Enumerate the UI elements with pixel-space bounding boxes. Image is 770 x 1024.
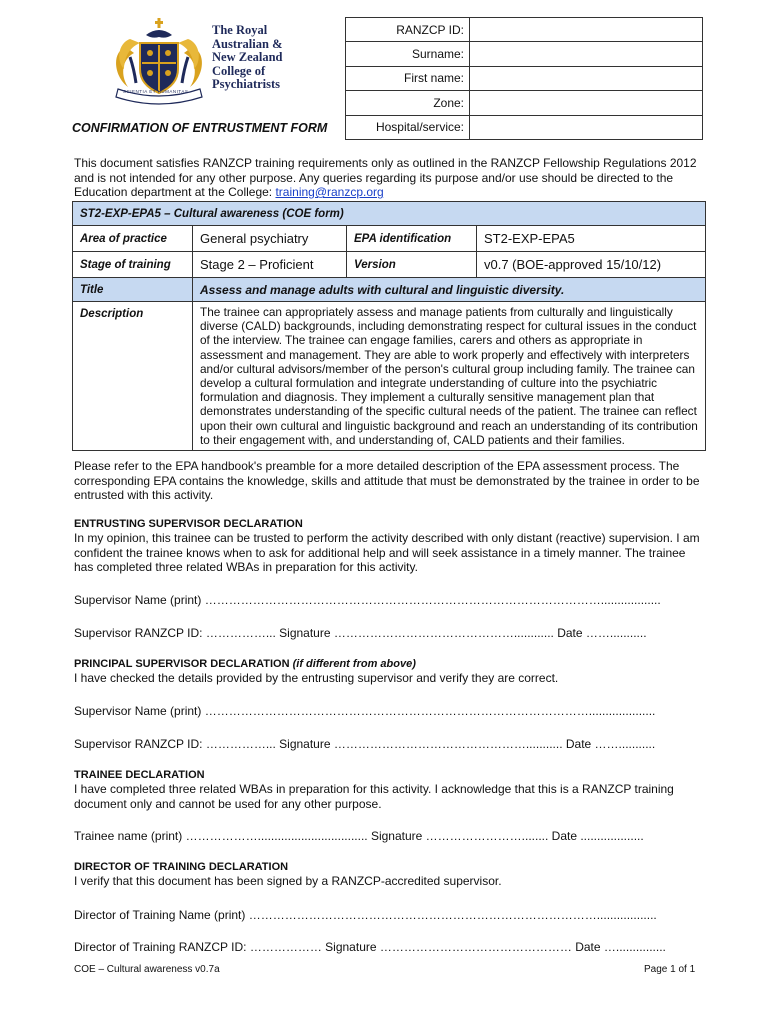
principal-supervisor-heading-note: (if different from above): [292, 658, 416, 670]
trainee-declaration-text: I have completed three related WBAs in preparation for this activity. I acknowledge that this is a RANZCP training document only and cannot be used for any other purpose.: [74, 782, 674, 811]
intro-text: This document satisfies RANZCP training requirements only as outlined in the RANZCP Fellowship Regulations 2012 and is not intended for any other purpose. Any queries regarding its purpose and/or use should be directed to the Education department at the College:: [74, 156, 697, 199]
supervisor-id-signature-date-line[interactable]: Supervisor RANZCP ID: ……………... Signature ………………………………………............ Date ……...........: [74, 626, 647, 640]
director-of-training-text: I verify that this document has been signed by a RANZCP-accredited supervisor.: [74, 874, 502, 888]
ranzcp-id-field[interactable]: [470, 18, 703, 42]
title-label: Title: [73, 278, 193, 302]
description-label: Description: [73, 302, 193, 451]
footer-page-number: Page 1 of 1: [644, 964, 696, 975]
college-name-line: Psychiatrists: [212, 77, 281, 92]
logo-motto: SCIENTIA ET HUMANITAS: [123, 89, 189, 94]
ranzcp-id-label: RANZCP ID:: [346, 18, 470, 42]
id-row-hospital: [346, 115, 703, 139]
zone-label: Zone:: [346, 91, 470, 115]
director-id-signature-date-line[interactable]: Director of Training RANZCP ID: ……………… Signature ………………………………………… Date …...............: [74, 940, 666, 954]
handbook-reference: Please refer to the EPA handbook's preamble for a more detailed description of the EPA assessment process. The corresponding EPA contains the knowledge, skills and attitude that must be demonstrated by the trainee in order to be entrusted with this activity.: [74, 459, 700, 502]
epa-table: [72, 201, 706, 451]
college-name-line: College of: [212, 63, 266, 78]
director-of-training-heading: DIRECTOR OF TRAINING DECLARATION: [74, 861, 289, 873]
trainee-id-table: [345, 17, 703, 140]
crest-icon: [106, 17, 212, 109]
footer-document-name: COE – Cultural awareness v0.7a: [74, 964, 220, 975]
college-name-line: New Zealand: [212, 50, 283, 65]
stage-of-training-value: Stage 2 – Proficient: [193, 252, 347, 278]
principal-supervisor-heading-text: PRINCIPAL SUPERVISOR DECLARATION: [74, 658, 290, 670]
director-name-line[interactable]: Director of Training Name (print) ……………………………………………………………………………..................: [74, 908, 657, 922]
version-value: v0.7 (BOE-approved 15/10/12): [477, 252, 706, 278]
area-of-practice-label: Area of practice: [73, 226, 193, 252]
intro-paragraph: [74, 156, 704, 200]
trainee-name-signature-date-line[interactable]: Trainee name (print) ………………................................. Signature ……………………........ Date ...................: [74, 829, 644, 843]
epa-table-header: ST2-EXP-EPA5 – Cultural awareness (COE form): [73, 202, 706, 226]
form-title: CONFIRMATION OF ENTRUSTMENT FORM: [72, 121, 328, 135]
entrusting-supervisor-heading: ENTRUSTING SUPERVISOR DECLARATION: [74, 518, 303, 530]
zone-field[interactable]: [470, 91, 703, 115]
trainee-declaration-heading: TRAINEE DECLARATION: [74, 769, 205, 781]
principal-supervisor-id-signature-date-line[interactable]: Supervisor RANZCP ID: ……………... Signature …………………………………………........... Date ……...........: [74, 737, 656, 751]
principal-supervisor-heading: [74, 658, 416, 670]
area-of-practice-value: General psychiatry: [193, 226, 347, 252]
title-value: Assess and manage adults with cultural and linguistic diversity.: [193, 278, 706, 302]
id-row-zone: [346, 91, 703, 115]
surname-field[interactable]: [470, 42, 703, 66]
education-email-link[interactable]: training@ranzcp.org: [275, 185, 384, 199]
id-row-surname: [346, 42, 703, 66]
description-value: The trainee can appropriately assess and manage patients from culturally and linguistically diverse (CALD) backgrounds, including demonstrating respect for cultural issues in the conduct of the interview. The trainee can engage families, carers and others as appropriate in assessment and management. They are able to work properly and effectively with interpreters and/or cultural advisors/member of the person's cultural group including family. The trainee can develop a cultural formulation and integrate understanding of culture into the psychiatric formulation and diagnosis. They implement a culturally sensitive management plan that demonstrates understanding of the specific cultural needs of the patient. The trainee can reflect upon their own cultural and linguistic background and reach an understanding of its contribution to their engagement with, and understanding of, CALD patients and their families.: [193, 302, 706, 451]
principal-supervisor-text: I have checked the details provided by the entrusting supervisor and verify they are correct.: [74, 671, 559, 685]
epa-identification-value: ST2-EXP-EPA5: [477, 226, 706, 252]
principal-supervisor-name-line[interactable]: Supervisor Name (print) ……………………………………………………………………………………....................: [74, 704, 656, 718]
first-name-field[interactable]: [470, 66, 703, 90]
supervisor-name-line[interactable]: Supervisor Name (print) ………………………………………………………………………………………..................: [74, 593, 661, 607]
surname-label: Surname:: [346, 42, 470, 66]
college-name-line: The Royal: [212, 23, 268, 37]
first-name-label: First name:: [346, 66, 470, 90]
college-name: [212, 24, 283, 92]
entrusting-supervisor-text: In my opinion, this trainee can be trusted to perform the activity described with only distant (reactive) supervision. I am confident the trainee knows when to ask for additional help and will seek assistance in a timely manner. The trainee has completed three related WBAs in preparation for this activity.: [74, 531, 700, 574]
id-row-first-name: [346, 66, 703, 90]
id-row-ranzcp: [346, 18, 703, 42]
hospital-service-label: Hospital/service:: [346, 115, 470, 139]
college-name-line: Australian &: [212, 36, 283, 51]
version-label: Version: [347, 252, 477, 278]
epa-identification-label: EPA identification: [347, 226, 477, 252]
stage-of-training-label: Stage of training: [73, 252, 193, 278]
hospital-service-field[interactable]: [470, 115, 703, 139]
